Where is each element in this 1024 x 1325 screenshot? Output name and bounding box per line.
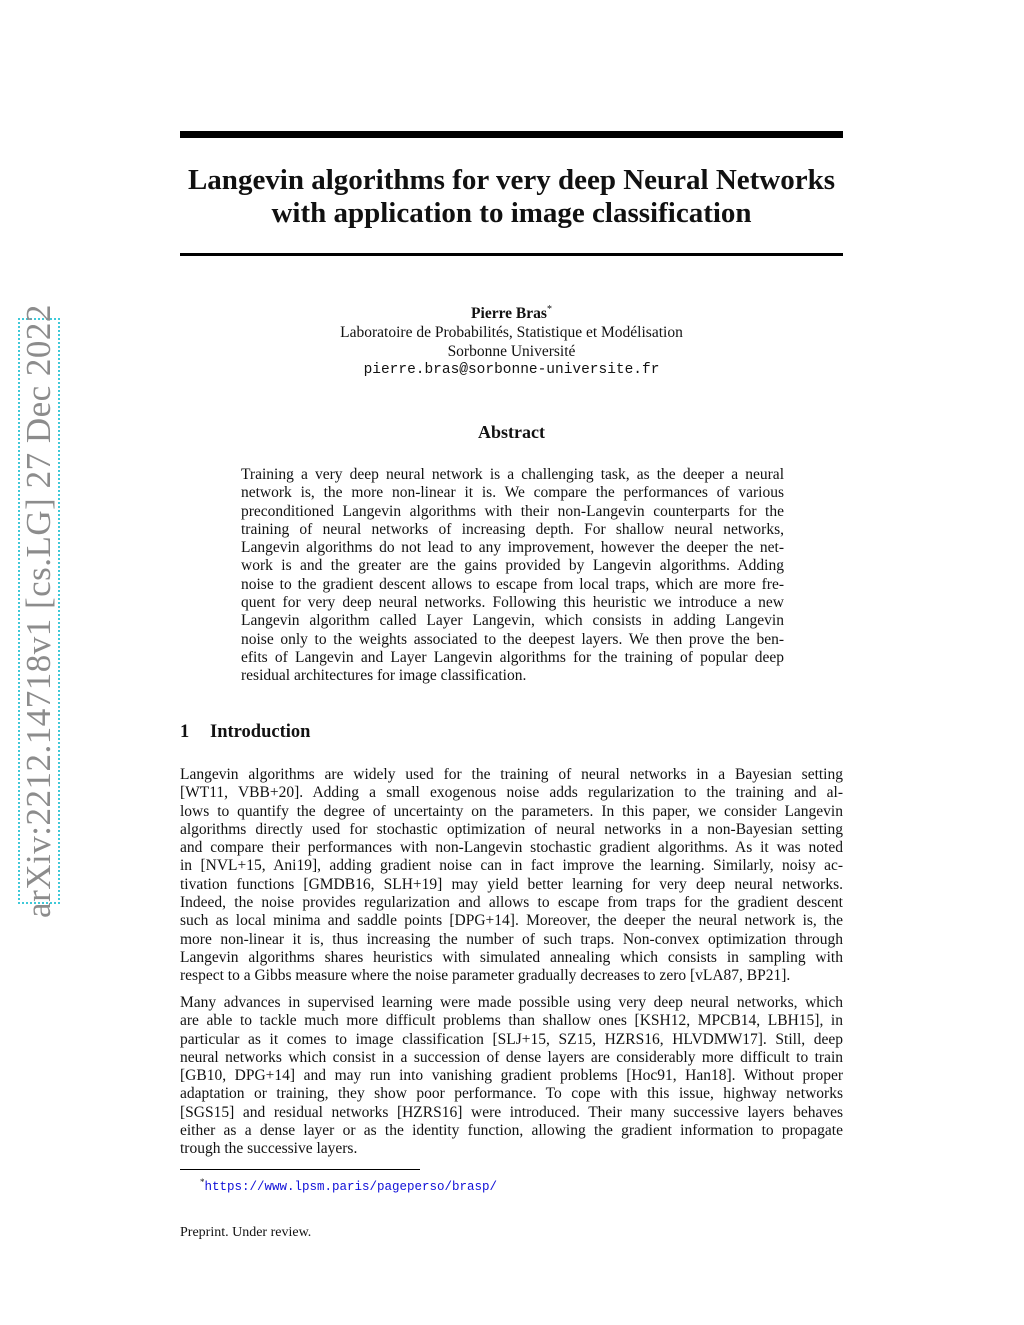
author-footnote-mark[interactable]: * — [546, 304, 552, 315]
abstract-line: training of neural networks of increasing depth. For shallow neural networks, — [241, 520, 784, 538]
paragraph-line: algorithms directly used for stochastic optimization of neural networks in a non-Bayesian setting — [180, 820, 843, 838]
paragraph-line: in [NVL+15, Ani19], adding gradient noise can in fact improve the learning. Similarly, noisy ac- — [180, 857, 843, 875]
section-title: Introduction — [210, 722, 311, 742]
paragraph-line: [WT11, VBB+20]. Adding a small exogenous noise adds regularization to the training and al- — [180, 784, 843, 802]
abstract-line: preconditioned Langevin algorithms with their non-Langevin counterparts for the — [241, 502, 784, 520]
intro-paragraph-2 — [180, 994, 843, 1159]
paragraph-line: trough the successive layers. — [180, 1140, 358, 1158]
abstract-line: work is and the greater are the gains provided by Langevin algorithms. Adding — [241, 557, 784, 575]
author-institution: Sorbonne Université — [447, 343, 576, 361]
arxiv-identifier[interactable]: arXiv:2212.14718v1 [cs.LG] 27 Dec 2022 — [19, 304, 58, 918]
author-name-line — [180, 300, 843, 323]
title-rule-top — [180, 131, 843, 138]
paper-title — [180, 164, 843, 230]
footnote-rule — [180, 1169, 420, 1170]
paragraph-line: Many advances in supervised learning were made possible using very deep neural networks, which — [180, 994, 843, 1011]
paragraph-line: [SGS15] and residual networks [HZRS16] were introduced. Their many successive layers behaves — [180, 1103, 843, 1121]
paragraph-line: are able to tackle much more difficult problems than shallow ones [KSH12, MPCB14, LBH15], in — [180, 1012, 843, 1030]
author-name: Pierre Bras — [471, 305, 547, 323]
author-affiliation: Laboratoire de Probabilités, Statistique et Modélisation — [340, 324, 683, 342]
section-heading-introduction — [180, 722, 310, 743]
paragraph-line: respect to a Gibbs measure where the noise parameter gradually decreases to zero [vLA87, BP21]. — [180, 967, 791, 985]
section-number: 1 — [180, 722, 190, 742]
abstract-line: residual architectures for image classification. — [241, 667, 527, 685]
paragraph-line: lows to quantify the degree of uncertainty on the parameters. In this paper, we consider Langevin — [180, 802, 843, 820]
paragraph-line: [GB10, DPG+14] and may run into vanishing gradient problems [Hoc91, Han18]. Without proper — [180, 1067, 843, 1085]
abstract-line: quent for very deep neural networks. Following this heuristic we introduce a new — [241, 594, 784, 612]
footnote-mark: * — [200, 1177, 205, 1187]
paragraph-line: more non-linear it is, thus increasing the number of such traps. Non-convex optimization through — [180, 930, 843, 948]
paragraph-line: such as local minima and saddle points [DPG+14]. Moreover, the deeper the neural network is, the — [180, 912, 843, 930]
paragraph-line: and compare their performances with non-Langevin stochastic gradient algorithms. As it was noted — [180, 839, 843, 857]
abstract-line: network is, the more non-linear it is. We compare the performances of various — [241, 484, 784, 502]
abstract-text — [241, 466, 784, 686]
paragraph-line: particular as it comes to image classification [SLJ+15, SZ15, HZRS16, HLVDMW17]. Still, deep — [180, 1030, 843, 1048]
paragraph-line: either as a dense layer or as the identity function, allowing the gradient information to propagate — [180, 1122, 843, 1140]
paragraph-line: Indeed, the noise provides regularization and allows to escape from traps for the gradient descent — [180, 894, 843, 912]
title-line: Langevin algorithms for very deep Neural Networks — [187, 164, 836, 196]
abstract-line: Langevin algorithms do not lead to any improvement, however the deeper the net- — [241, 539, 784, 557]
abstract-line: Langevin algorithm called Layer Langevin, which consists in adding Langevin — [241, 612, 784, 630]
abstract-heading: Abstract — [478, 422, 545, 442]
paragraph-line: tivation functions [GMDB16, SLH+19] may yield better learning for very deep neural networks. — [180, 875, 843, 893]
abstract-line: noise only to the weights associated to the deepest layers. We then prove the ben- — [241, 630, 784, 648]
abstract-line: Training a very deep neural network is a challenging task, as the deeper a neural — [241, 466, 784, 483]
footnote-url-link[interactable]: https://www.lpsm.paris/pageperso/brasp/ — [204, 1180, 498, 1195]
author-email[interactable]: pierre.bras@sorbonne-universite.fr — [363, 362, 660, 379]
intro-paragraph-1 — [180, 766, 843, 986]
title-line: with application to image classification — [271, 197, 752, 229]
paragraph-line: adaptation or training, they show poor performance. To cope with this issue, highway networks — [180, 1085, 843, 1103]
title-rule-bottom — [180, 253, 843, 256]
paragraph-line: Langevin algorithms are widely used for the training of neural networks in a Bayesian setting — [180, 766, 843, 783]
author-block — [180, 300, 843, 380]
paragraph-line: Langevin algorithms shares heuristics with simulated annealing which consists in sampling with — [180, 948, 843, 966]
abstract-line: efits of Langevin and Layer Langevin algorithms for the training of popular deep — [241, 648, 784, 666]
paragraph-line: neural networks which consist in a succession of dense layers are considerably more difficult to train — [180, 1048, 843, 1066]
preprint-note: Preprint. Under review. — [180, 1225, 312, 1240]
abstract-line: noise to the gradient descent allows to escape from local traps, which are more fre- — [241, 575, 784, 593]
footnote — [200, 1174, 497, 1195]
